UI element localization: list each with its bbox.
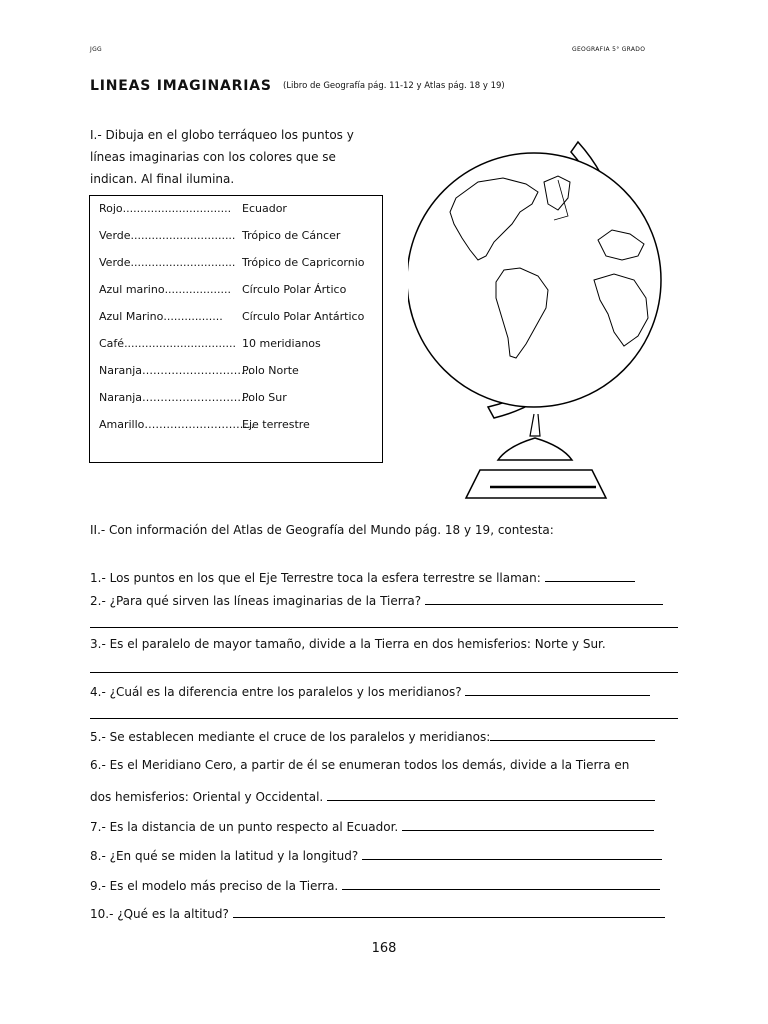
answer-line[interactable]: [465, 683, 650, 696]
color-legend-box: [89, 195, 383, 463]
answer-line[interactable]: [90, 672, 678, 673]
answer-line[interactable]: [233, 905, 665, 918]
legend-dots: ..............................: [130, 256, 236, 269]
legend-color: Rojo: [99, 202, 123, 215]
legend-item: Círculo Polar Antártico: [242, 310, 365, 323]
question-9: [90, 877, 660, 893]
page-subtitle: (Libro de Geografía pág. 11-12 y Atlas pág. 18 y 19): [283, 81, 505, 91]
globe-illustration: [408, 120, 690, 510]
legend-color: Naranja: [99, 391, 143, 404]
question-2: [90, 592, 663, 608]
question-text: 5.- Se establecen mediante el cruce de los paralelos y meridianos:: [90, 730, 491, 744]
legend-color: Verde: [99, 229, 131, 242]
answer-line[interactable]: [362, 847, 662, 860]
question-text: 9.- Es el modelo más preciso de la Tierra.: [90, 879, 339, 893]
answer-line[interactable]: [545, 569, 635, 582]
question-7: [90, 818, 654, 834]
question-8: [90, 847, 662, 863]
section1-instructions: [90, 124, 390, 190]
question-text: 10.- ¿Qué es la altitud?: [90, 907, 229, 921]
question-text: 2.- ¿Para qué sirven las líneas imaginarias de la Tierra?: [90, 594, 422, 608]
legend-item: Ecuador: [242, 202, 287, 215]
legend-color: Verde: [99, 256, 131, 269]
legend-color: Naranja: [99, 364, 143, 377]
legend-dots: ................................: [124, 337, 236, 350]
legend-row: [99, 202, 287, 220]
legend-row: [99, 391, 287, 409]
legend-row: [99, 310, 365, 328]
globe-stand-dome: [498, 438, 572, 460]
answer-line[interactable]: [90, 627, 678, 628]
header-left: JGG: [90, 46, 102, 53]
question-6-cont: [90, 788, 655, 804]
legend-dots: ...............................: [122, 202, 232, 215]
question-text: 3.- Es el paralelo de mayor tamaño, divide a la Tierra en dos hemisferios: Norte y Sur.: [90, 637, 606, 651]
question-text: 1.- Los puntos en los que el Eje Terrestre toca la esfera terrestre se llaman:: [90, 571, 541, 585]
legend-row: [99, 229, 341, 247]
legend-dots: .................: [163, 310, 223, 323]
globe-stand-neck: [530, 414, 540, 436]
globe-base: [466, 470, 606, 498]
question-text: 6.- Es el Meridiano Cero, a partir de él se enumeran todos los demás, divide a la Tierra en: [90, 758, 630, 772]
legend-color: Azul marino: [99, 283, 165, 296]
globe-sphere: [408, 153, 661, 407]
legend-row: [99, 256, 365, 274]
section2-heading: II.- Con información del Atlas de Geografía del Mundo pág. 18 y 19, contesta:: [90, 523, 554, 537]
legend-row: [99, 283, 347, 301]
legend-row: [99, 364, 299, 382]
answer-line[interactable]: [90, 718, 678, 719]
question-6: [90, 758, 629, 772]
legend-item: Polo Norte: [242, 364, 299, 377]
question-text: 8.- ¿En qué se miden la latitud y la longitud?: [90, 849, 359, 863]
legend-item: Círculo Polar Ártico: [242, 283, 347, 296]
legend-color: Azul Marino: [99, 310, 164, 323]
page-number: 168: [371, 941, 397, 956]
question-10: [90, 905, 665, 921]
legend-color: Café: [99, 337, 125, 350]
question-5: [90, 728, 655, 744]
legend-row: [99, 418, 310, 436]
question-text: dos hemisferios: Oriental y Occidental.: [90, 790, 324, 804]
legend-dots: …………………………: [142, 364, 253, 377]
legend-dots: ..............................: [130, 229, 236, 242]
question-3: [90, 637, 606, 651]
question-4: [90, 683, 650, 699]
instruction-line-2: líneas imaginarias con los colores que se: [90, 150, 336, 164]
legend-item: Polo Sur: [242, 391, 287, 404]
header-right: GEOGRAFIA 5° GRADO: [572, 46, 646, 53]
legend-color: Amarillo: [99, 418, 145, 431]
legend-dots: ...................: [164, 283, 231, 296]
page-title: LINEAS IMAGINARIAS: [90, 78, 272, 94]
instruction-line-1: I.- Dibuja en el globo terráqueo los puntos y: [90, 128, 354, 142]
answer-line[interactable]: [327, 788, 655, 801]
answer-line[interactable]: [402, 818, 654, 831]
legend-dots: …………………………: [144, 418, 255, 431]
instruction-line-3: indican. Al final ilumina.: [90, 172, 235, 186]
question-text: 7.- Es la distancia de un punto respecto al Ecuador.: [90, 820, 399, 834]
question-text: 4.- ¿Cuál es la diferencia entre los paralelos y los meridianos?: [90, 685, 462, 699]
legend-item: 10 meridianos: [242, 337, 321, 350]
legend-row: [99, 337, 321, 355]
legend-item: Eje terrestre: [242, 418, 310, 431]
answer-line[interactable]: [425, 592, 663, 605]
legend-item: Trópico de Capricornio: [242, 256, 365, 269]
answer-line[interactable]: [490, 728, 655, 741]
answer-line[interactable]: [342, 877, 660, 890]
legend-dots: …………………………: [142, 391, 253, 404]
question-1: [90, 569, 635, 585]
legend-item: Trópico de Cáncer: [242, 229, 341, 242]
